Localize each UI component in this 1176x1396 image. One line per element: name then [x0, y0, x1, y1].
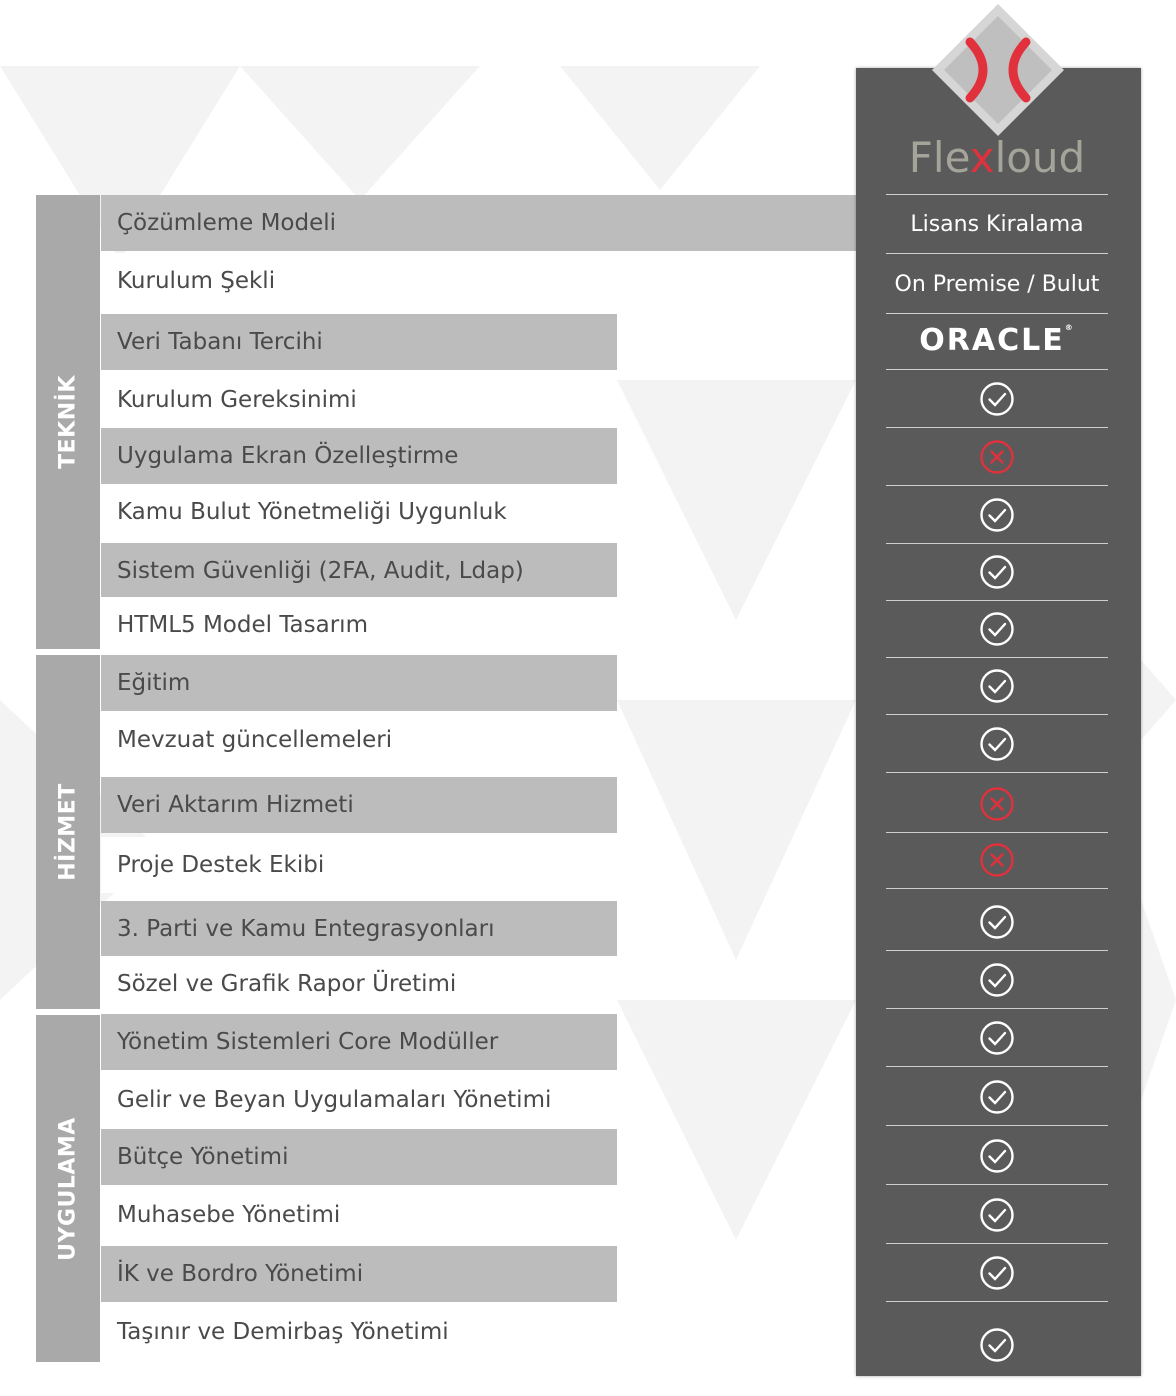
value-cell: [886, 951, 1108, 1009]
value-cell: [886, 543, 1108, 601]
section-uygulama: [36, 1015, 100, 1362]
check-circle-icon: [979, 554, 1015, 590]
value-cell: [886, 312, 1108, 370]
flexloud-logo: [930, 2, 1066, 138]
feature-row: [101, 253, 617, 309]
cross-circle-icon: [979, 842, 1015, 878]
feature-row: [101, 837, 617, 893]
value-text: Lisans Kiralama: [910, 212, 1084, 237]
feature-row: [101, 1187, 617, 1243]
feature-label: Muhasebe Yönetimi: [117, 1202, 341, 1228]
value-cell: [886, 1127, 1108, 1185]
cross-circle-icon: [979, 439, 1015, 475]
check-circle-icon: [979, 497, 1015, 533]
value-text: On Premise / Bulut: [894, 272, 1100, 297]
feature-label: Çözümleme Modeli: [117, 210, 337, 236]
feature-row: [101, 195, 617, 251]
feature-row: [101, 1246, 617, 1302]
value-cell: [886, 657, 1108, 715]
feature-label: Kurulum Şekli: [117, 268, 276, 294]
feature-row: [101, 372, 617, 428]
value-cell: [886, 196, 1108, 254]
feature-label: Taşınır ve Demirbaş Yönetimi: [117, 1319, 449, 1345]
check-circle-icon: [979, 1020, 1015, 1056]
feature-label: Kamu Bulut Yönetmeliği Uygunluk: [117, 499, 507, 525]
feature-label: Mevzuat güncellemeleri: [117, 727, 393, 753]
brand-name-prefix: Fle: [908, 133, 970, 182]
feature-label: Bütçe Yönetimi: [117, 1144, 289, 1170]
check-circle-icon: [979, 1079, 1015, 1115]
feature-label: Sözel ve Grafik Rapor Üretimi: [117, 971, 457, 997]
feature-label: Veri Tabanı Tercihi: [117, 329, 323, 355]
value-cell: [886, 256, 1108, 314]
check-circle-icon: [979, 668, 1015, 704]
value-cell: [886, 1186, 1108, 1244]
brand-name: [886, 134, 1108, 195]
check-circle-icon: [979, 726, 1015, 762]
value-cell: [886, 1303, 1108, 1387]
check-circle-icon: [979, 1327, 1015, 1363]
check-circle-icon: [979, 381, 1015, 417]
feature-label: Eğitim: [117, 670, 191, 696]
feature-row: [101, 956, 617, 1012]
value-cell: [886, 893, 1108, 951]
value-cell: [886, 1068, 1108, 1126]
feature-row: [101, 712, 617, 768]
feature-label: Yönetim Sistemleri Core Modüller: [117, 1029, 499, 1055]
feature-label: HTML5 Model Tasarım: [117, 612, 368, 638]
feature-row: [101, 655, 617, 711]
section-teknik: [36, 195, 100, 649]
feature-row: [101, 1129, 617, 1185]
value-cell: [886, 428, 1108, 486]
feature-label: 3. Parti ve Kamu Entegrasyonları: [117, 916, 495, 942]
feature-row: [101, 543, 617, 599]
feature-row: [101, 484, 617, 540]
feature-row: [101, 314, 617, 370]
cross-circle-icon: [979, 786, 1015, 822]
feature-label: Gelir ve Beyan Uygulamaları Yönetimi: [117, 1087, 552, 1113]
check-circle-icon: [979, 1255, 1015, 1291]
feature-label: Veri Aktarım Hizmeti: [117, 792, 354, 818]
value-cell: [886, 370, 1108, 428]
check-circle-icon: [979, 1197, 1015, 1233]
feature-row: [101, 1072, 617, 1128]
section-label: TEKNİK: [55, 375, 81, 469]
feature-label: Kurulum Gereksinimi: [117, 387, 357, 413]
value-cell: [886, 775, 1108, 833]
check-circle-icon: [979, 1138, 1015, 1174]
feature-row: [101, 1014, 617, 1070]
flexloud-x-logo-icon: [930, 2, 1066, 138]
value-cell: [886, 1244, 1108, 1302]
feature-row: [101, 777, 617, 833]
value-cell: [886, 486, 1108, 544]
feature-label: Uygulama Ekran Özelleştirme: [117, 443, 459, 469]
first-row-connector: [617, 195, 857, 251]
check-circle-icon: [979, 962, 1015, 998]
value-cell: [886, 831, 1108, 889]
value-cell: [886, 600, 1108, 658]
feature-label: Proje Destek Ekibi: [117, 852, 325, 878]
check-circle-icon: [979, 611, 1015, 647]
value-cell: [886, 715, 1108, 773]
feature-row: [101, 901, 617, 957]
value-cell: [886, 1009, 1108, 1067]
section-label: UYGULAMA: [55, 1116, 81, 1261]
section-label: HİZMET: [55, 783, 81, 881]
feature-label: İK ve Bordro Yönetimi: [117, 1261, 364, 1287]
check-circle-icon: [979, 904, 1015, 940]
feature-row: [101, 428, 617, 484]
section-hizmet: [36, 655, 100, 1009]
brand-name-suffix: loud: [994, 133, 1086, 182]
feature-row: [101, 597, 617, 653]
oracle-logo: ORACLE®: [919, 323, 1075, 358]
brand-name-x: x: [969, 133, 995, 182]
feature-label: Sistem Güvenliği (2FA, Audit, Ldap): [117, 558, 524, 584]
feature-row: [101, 1304, 617, 1360]
